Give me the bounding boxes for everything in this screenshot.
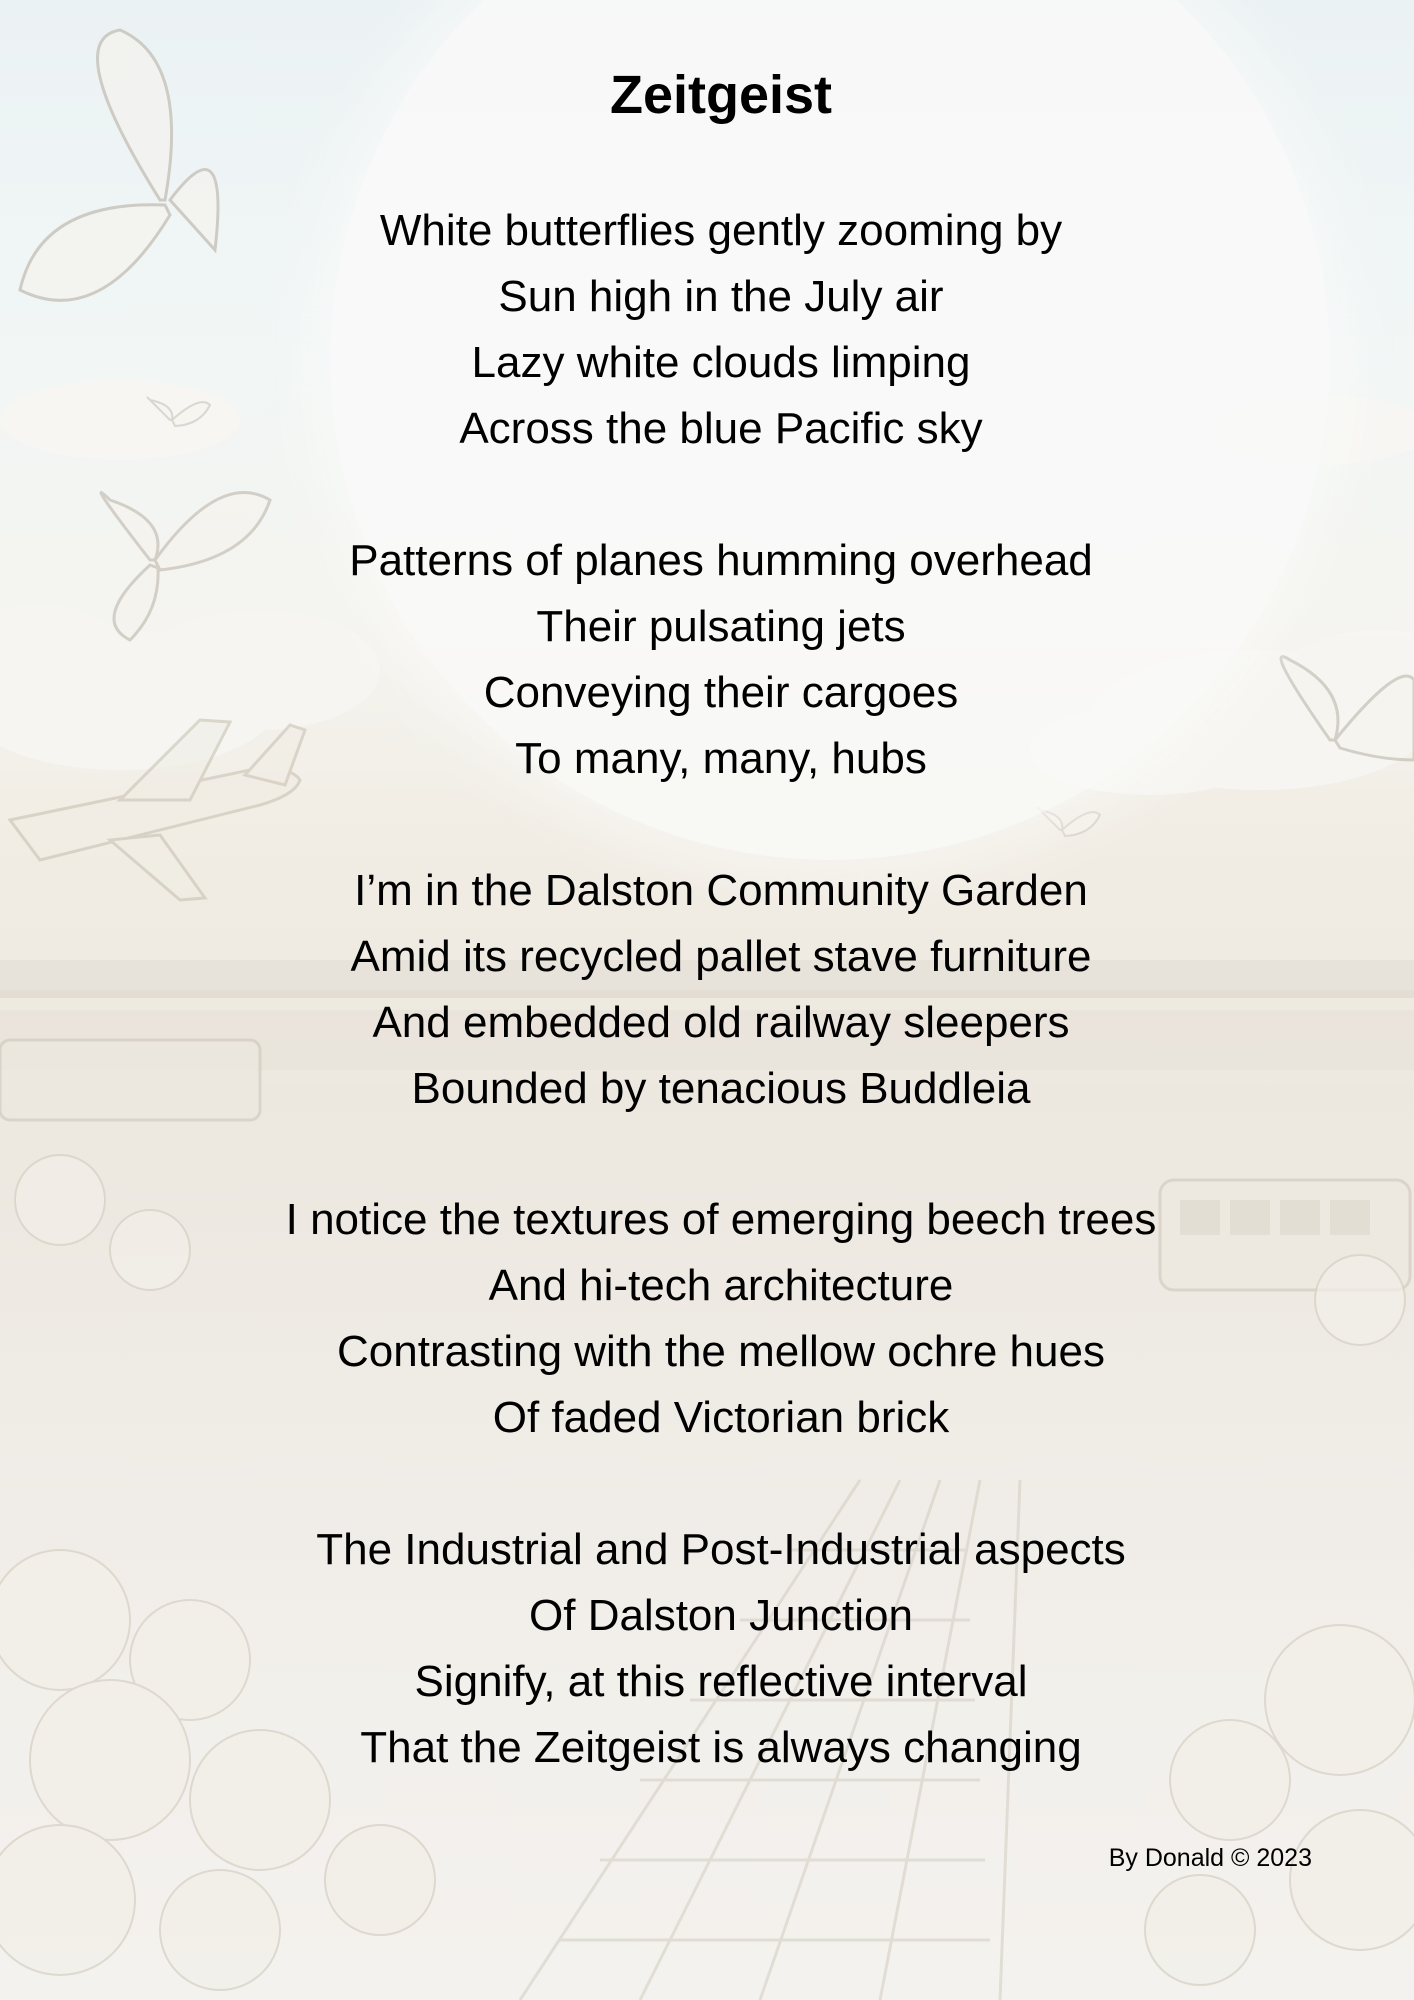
- poem-line: Of Dalston Junction: [529, 1591, 913, 1640]
- stanza-4: [0, 1187, 1414, 1451]
- poem-line: That the Zeitgeist is always changing: [360, 1723, 1082, 1772]
- author-byline: By Donald © 2023: [1108, 1844, 1312, 1872]
- poem-line: And hi-tech architecture: [488, 1261, 954, 1310]
- poem-line: Across the blue Pacific sky: [459, 404, 983, 453]
- stanza-2: [0, 528, 1414, 792]
- poem-line: Signify, at this reflective interval: [414, 1657, 1028, 1706]
- poem-line: Sun high in the July air: [498, 272, 944, 321]
- poem-line: To many, many, hubs: [515, 734, 927, 783]
- poem-line: Contrasting with the mellow ochre hues: [337, 1327, 1105, 1376]
- poem-line: Of faded Victorian brick: [492, 1393, 950, 1442]
- poem-line: Bounded by tenacious Buddleia: [411, 1064, 1031, 1113]
- stanza-3: [0, 858, 1414, 1122]
- poem-line: White butterflies gently zooming by: [379, 206, 1063, 255]
- stanza-5: [0, 1517, 1414, 1781]
- poem-line: Conveying their cargoes: [483, 668, 959, 717]
- poem-line: I’m in the Dalston Community Garden: [354, 866, 1088, 915]
- poem-line: Their pulsating jets: [536, 602, 906, 651]
- poem-line: I notice the textures of emerging beech trees: [285, 1195, 1157, 1244]
- stanza-1: [0, 198, 1414, 462]
- poem-line: Lazy white clouds limping: [471, 338, 971, 387]
- poem-title: Zeitgeist: [609, 65, 833, 125]
- poem-line: Amid its recycled pallet stave furniture: [350, 932, 1092, 981]
- poem-line: And embedded old railway sleepers: [372, 998, 1070, 1047]
- poem-line: The Industrial and Post-Industrial aspects: [316, 1525, 1126, 1574]
- poem-line: Patterns of planes humming overhead: [349, 536, 1093, 585]
